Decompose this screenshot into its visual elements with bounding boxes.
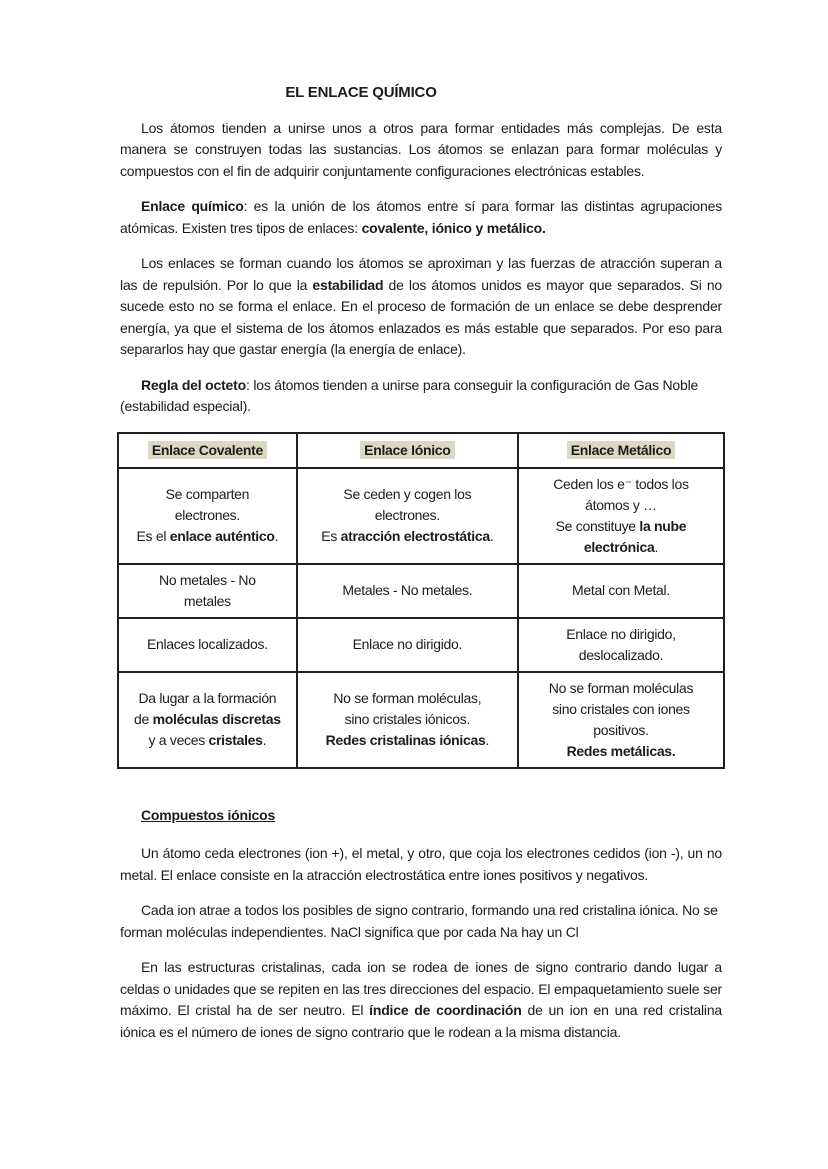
paragraph-formacion-enlaces: Los enlaces se forman cuando los átomos se aproximan y las fuerzas de atracción superan a las de repulsión. Por lo que la estabilidad de los átomos unidos es mayor que separados. Si no sucede esto no se forma el enlace. En el proceso de formación de un enlace se debe desprender energía, ya que el sistema de los átomos enlazados es más estable que separados. Por eso para separarlos hay que gastar energía (la energía de enlace). xyxy=(120,255,722,357)
table-cell: Ceden los e⁻ todos los átomos y … Se constituye la nube electrónica. xyxy=(518,468,724,564)
table-cell: Se ceden y cogen los electrones. Es atracción electrostática. xyxy=(297,468,518,564)
table-row-estructuras xyxy=(118,672,724,768)
table-cell: No metales - No metales xyxy=(118,564,297,618)
table-cell: No se forman moléculas sino cristales con iones positivos. Redes metálicas. xyxy=(518,672,724,768)
bond-types-table xyxy=(117,432,725,769)
table-cell: Metal con Metal. xyxy=(518,564,724,618)
paragraph-enlace-quimico: Enlace químico: es la unión de los átomos entre sí para formar las distintas agrupaciones atómicas. Existen tres tipos de enlaces: covalente, iónico y metálico. xyxy=(120,198,722,236)
header-highlight: Enlace Covalente xyxy=(148,441,267,459)
header-highlight: Enlace Metálico xyxy=(567,441,676,459)
table-cell: No se forman moléculas, sino cristales iónicos. Redes cristalinas iónicas. xyxy=(297,672,518,768)
header-highlight: Enlace Iónico xyxy=(360,441,454,459)
table-cell: Enlaces localizados. xyxy=(118,618,297,672)
table-row-elementos xyxy=(118,564,724,618)
paragraph-regla-octeto: Regla del octeto: los átomos tienden a unirse para conseguir la configuración de Gas Noble (estabilidad especial). xyxy=(120,376,699,414)
table-row-electrones xyxy=(118,468,724,564)
paragraph-cada-ion: Cada ion atrae a todos los posibles de signo contrario, formando una red cristalina iónica. No se forman moléculas independientes. NaCl significa que por cada Na hay un Cl xyxy=(120,902,718,940)
table-cell: Enlace no dirigido, deslocalizado. xyxy=(518,618,724,672)
section-heading-compuestos-ionicos: Compuestos iónicos xyxy=(141,806,276,823)
table-cell: Da lugar a la formación de moléculas discretas y a veces cristales. xyxy=(118,672,297,768)
table-cell: Metales - No metales. xyxy=(297,564,518,618)
paragraph-un-atomo: Un átomo ceda electrones (ion +), el metal, y otro, que coja los electrones cedidos (ion -), un no metal. El enlace consiste en la atracción electrostática entre iones positivos y negativos. xyxy=(120,845,722,883)
document-title: EL ENLACE QUÍMICO xyxy=(285,84,437,101)
table-row-localizacion xyxy=(118,618,724,672)
table-header-enlace-ionico xyxy=(297,433,518,468)
table-cell: Se comparten electrones. Es el enlace auténtico. xyxy=(118,468,297,564)
table-header-enlace-metalico xyxy=(518,433,724,468)
table-cell: Enlace no dirigido. xyxy=(297,618,518,672)
table-header-enlace-covalente xyxy=(118,433,297,468)
table-header-row xyxy=(118,433,724,468)
paragraph-estructuras-cristalinas: En las estructuras cristalinas, cada ion se rodea de iones de signo contrario dando lugar a celdas o unidades que se repiten en las tres direcciones del espacio. El empaquetamiento suele ser máximo. El cristal ha de ser neutro. El índice de coordinación de un ion en una red cristalina iónica es el número de iones de signo contrario que le rodean a la misma distancia. xyxy=(120,959,722,1040)
paragraph-intro: Los átomos tienden a unirse unos a otros para formar entidades más complejas. De esta manera se construyen todas las sustancias. Los átomos se enlazan para formar moléculas y compuestos con el fin de adquirir conjuntamente configuraciones electrónicas estables. xyxy=(120,119,722,179)
